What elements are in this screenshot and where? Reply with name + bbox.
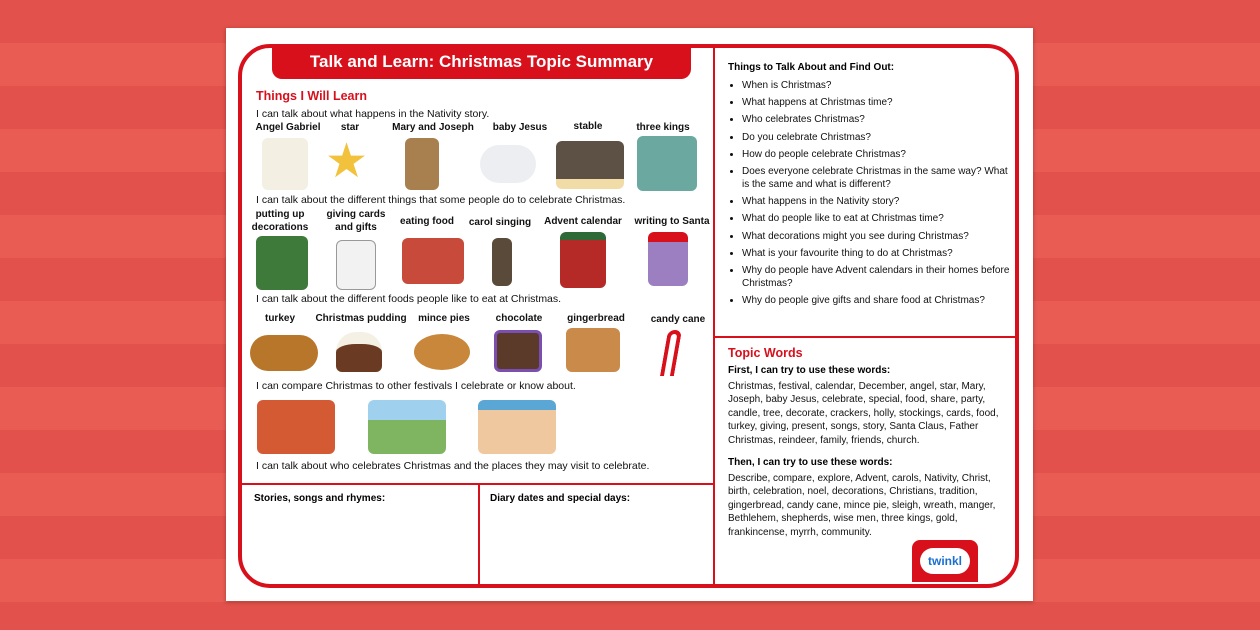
festival-image-3 [478,400,556,454]
item-label: Christmas pudding [315,313,407,324]
learn-heading: Things I Will Learn [256,89,368,103]
learn-statement: I can talk about who celebrates Christmas and the places they may visit to celebrate. [256,460,650,472]
list-item: • Do you celebrate Christmas? [742,131,1012,144]
learn-statement: I can talk about what happens in the Nativity story. [256,108,490,120]
then-words-label: Then, I can try to use these words: [728,457,893,468]
then-words: Describe, compare, explore, Advent, carols, Nativity, Christ, birth, celebration, noel, decorations, Christians, tradition, gingerbread, candy cane, mince pie, sleigh, wreath, manger, Bethlehem, shepherds, wise men, three kings, gold, frankincense, myrrh, community. [728,473,996,538]
chocolate-image [494,330,542,372]
item-label: candy cane [650,314,706,325]
list-item: • What decorations might you see during Christmas? [742,230,1012,243]
cards-gifts-image [336,240,376,290]
talk-list [728,79,1012,311]
festival-image-1 [257,400,335,454]
item-label: Angel Gabriel [255,122,321,133]
turkey-image [250,335,318,371]
item-label: baby Jesus [492,122,548,133]
mary-joseph-image [405,138,439,190]
learn-statement: I can talk about the different things that some people do to celebrate Christmas. [256,194,626,206]
item-label: Mary and Joseph [392,122,474,133]
angel-image [262,138,308,190]
talk-heading: Things to Talk About and Find Out: [728,62,895,73]
mince-pies-image [414,334,470,370]
decorations-image [256,236,308,290]
item-label: giving cards and gifts [326,209,386,233]
list-item: • Who celebrates Christmas? [742,113,1012,126]
learn-statement: I can compare Christmas to other festivals I celebrate or know about. [256,380,576,392]
right-divider [715,336,1015,338]
item-label: putting up decorations [251,209,309,233]
list-item: • What do people like to eat at Christmas time? [742,212,1012,225]
item-label: three kings [636,122,690,133]
list-item: • Why do people have Advent calendars in their homes before Christmas? [742,264,1012,290]
item-label: Advent calendar [544,216,622,227]
list-item: • Why do people give gifts and share food at Christmas? [742,294,1012,307]
item-label: stable [573,121,603,132]
logo-text: twinkl [920,548,970,574]
stable-image [556,141,624,189]
item-label: carol singing [468,217,532,228]
three-kings-image [637,136,697,191]
list-item: • What is your favourite thing to do at Christmas? [742,247,1012,260]
gingerbread-image [566,328,620,372]
item-label: turkey [264,313,295,324]
eating-food-image [402,238,464,284]
item-label: star [340,122,360,133]
stories-label: Stories, songs and rhymes: [254,493,386,504]
first-words: Christmas, festival, calendar, December, angel, star, Mary, Joseph, baby Jesus, celebrate, special, food, share, party, candle, tree, decorate, crackers, holly, stockings, cards, food, turkey, giving, present, songs, story, Santa Claus, Father Christmas, reindeer, family, friends, church. [728,381,999,446]
star-image: ★ [325,135,369,188]
list-item: • When is Christmas? [742,79,1012,92]
list-item: • Does everyone celebrate Christmas in the same way? What is the same and what is different? [742,165,1012,191]
item-label: mince pies [418,313,470,324]
festival-image-2 [368,400,446,454]
twinkl-logo [912,540,978,582]
item-label: chocolate [495,313,543,324]
baby-jesus-image [480,145,536,183]
pudding-image [336,332,382,372]
bottom-divider [478,485,480,584]
list-item: • What happens at Christmas time? [742,96,1012,109]
list-item: • What happens in the Nativity story? [742,195,1012,208]
carol-singing-image [492,238,512,286]
advent-calendar-image [560,232,606,288]
first-words-label: First, I can try to use these words: [728,365,891,376]
diary-label: Diary dates and special days: [490,493,631,504]
learn-statement: I can talk about the different foods people like to eat at Christmas. [256,293,562,305]
item-label: gingerbread [567,313,625,324]
topic-words-heading: Topic Words [728,346,803,360]
santa-letter-image [648,232,688,286]
item-label: writing to Santa [634,216,710,227]
list-item: • How do people celebrate Christmas? [742,148,1012,161]
page-title: Talk and Learn: Christmas Topic Summary [272,45,691,79]
item-label: eating food [400,216,454,227]
